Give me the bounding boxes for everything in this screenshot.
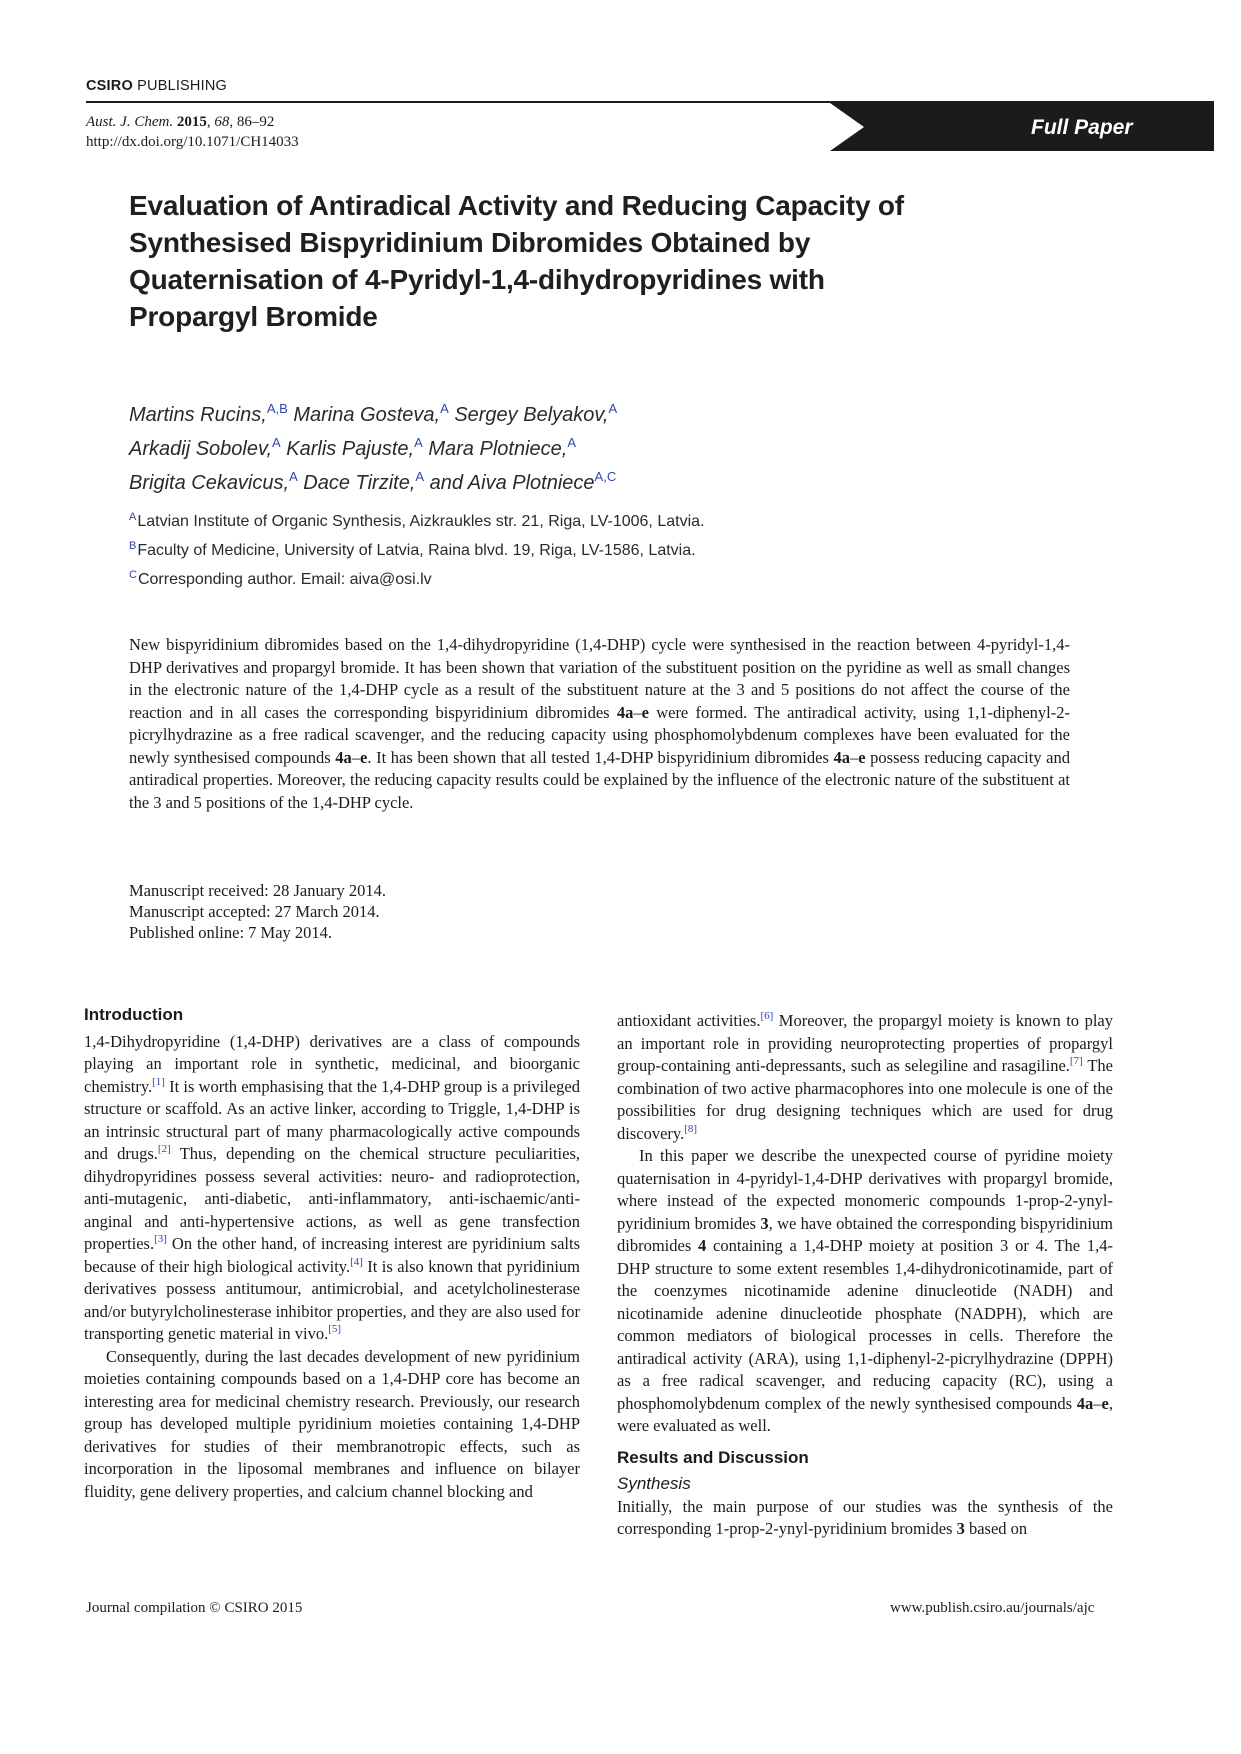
citation-ref[interactable]: [6]: [760, 1010, 774, 1022]
citation-ref[interactable]: [2]: [157, 1143, 171, 1155]
journal-name: Aust. J. Chem.: [86, 114, 174, 130]
footer-url[interactable]: www.publish.csiro.au/journals/ajc: [890, 1600, 1095, 1616]
published-date: Published online: 7 May 2014.: [129, 923, 333, 942]
author: Dace Tirzite,$^A$: [303, 469, 425, 494]
left-column: [84, 1004, 580, 1503]
affiliations: [129, 505, 829, 592]
pages: , 86–92: [229, 114, 275, 130]
footer-copyright: Journal compilation © CSIRO 2015: [86, 1600, 303, 1616]
author: Karlis Pajuste,$^A$: [286, 435, 423, 460]
citation-ref[interactable]: [5]: [328, 1323, 342, 1335]
affiliation: $^B$Faculty of Medicine, University of Latvia, Raina blvd. 19, Riga, LV-1586, Latvia.: [129, 540, 696, 559]
citation-ref[interactable]: [8]: [684, 1122, 698, 1135]
body-paragraph: antioxidant activities.[6] Moreover, the propargyl moiety is known to play an important role in providing neuroprotecting properties of propargyl group-containing anti-depressants, such as selegiline and rasagiline.[7] The combination of two active pharmacophores into one molecule is one of the possibilities for drug designing techniques which are used for drug discovery.[8]: [617, 1010, 1113, 1143]
intro-paragraph: Consequently, during the last decades development of new pyridinium moieties containing compounds based on a 1,4-DHP core has become an interesting area for medicinal chemistry research. Previously, our research group has developed multiple pyridinium moieties containing 1,4-DHP derivatives for studies of their membranotropic effects, such as incorporation in the liposomal membranes and influence on bilayer fluidity, gene delivery properties, and calcium channel blocking and: [84, 1346, 580, 1501]
article-type-banner: [830, 103, 1214, 151]
author: Sergey Belyakov,$^A$: [454, 401, 618, 426]
citation: Aust. J. Chem. 2015, 68, 86–92 http://dx.doi.org/10.1071/CH14033: [86, 114, 299, 150]
publisher-bold: CSIRO: [86, 78, 133, 94]
synthesis-subheading: Synthesis: [617, 1474, 691, 1493]
introduction-heading: Introduction: [84, 1005, 184, 1024]
author: Arkadij Sobolev,$^A$: [129, 435, 281, 460]
manuscript-dates: [129, 880, 386, 943]
affiliation: $^C$Corresponding author. Email: aiva@osi.lv: [129, 569, 432, 588]
received-date: Manuscript received: 28 January 2014.: [129, 881, 387, 900]
doi-link[interactable]: http://dx.doi.org/10.1071/CH14033: [86, 134, 299, 150]
citation-ref[interactable]: [7]: [1069, 1055, 1083, 1067]
citation-ref[interactable]: [1]: [152, 1075, 165, 1088]
right-column: [617, 1010, 1113, 1541]
affiliation: $^A$Latvian Institute of Organic Synthesis, Aizkraukles str. 21, Riga, LV-1006, Latvia.: [129, 511, 705, 530]
author: Mara Plotniece,$^A$: [428, 435, 576, 460]
accepted-date: Manuscript accepted: 27 March 2014.: [129, 902, 380, 921]
author: Martins Rucins,$^{A,B}$: [129, 401, 288, 426]
year: 2015: [176, 114, 207, 130]
author: and Aiva Plotniece$^{A,C}$: [429, 469, 617, 494]
author: Marina Gosteva,$^A$: [293, 401, 449, 426]
author: Brigita Cekavicus,$^A$: [129, 469, 298, 494]
publisher-rest: PUBLISHING: [132, 78, 227, 94]
citation-ref[interactable]: [3]: [154, 1233, 167, 1245]
citation-ref[interactable]: [4]: [350, 1255, 363, 1268]
body-paragraph: In this paper we describe the unexpected course of pyridine moiety quaternisation in 4-pyridyl-1,4-DHP derivatives with propargyl bromide, where instead of the expected monomeric compounds 1-prop-2-ynyl-pyridinium bromides 3, we have obtained the corresponding bispyridinium dibromides 4 containing a 1,4-DHP moiety at position 3 or 4. The 1,4-DHP structure to some extent resembles 1,4-dihydronicotinamide, part of the coenzymes nicotinamide adenine dinucleotide (NADH) and nicotinamide adenine dinucleotide phosphate (NADPH), which are common mediators of biological processes in cells. Therefore the antiradical activity (ARA), using 1,1-diphenyl-2-picrylhydrazine (DPPH) as a free radical scavenger, and reducing capacity (RC), using a phosphomolybdenum complex of the newly synthesised compounds 4a–e, were evaluated as well.: [617, 1146, 1113, 1435]
abstract: New bispyridinium dibromides based on the 1,4-dihydropyridine (1,4-DHP) cycle were synthesised in the reaction between 4-pyridyl-1,4-DHP derivatives and propargyl bromide. It has been shown that variation of the substituent position on the pyridine as well as small changes in the electronic nature of the 1,4-DHP cycle as a result of the substituent nature at the 3 and 5 positions do not affect the course of the reaction and in all cases the corresponding bispyridinium dibromides 4a–e were formed. The antiradical activity, using 1,1-diphenyl-2-picrylhydrazine as a free radical scavenger, and the reducing capacity using phosphomolybdenum complexes have been evaluated for the newly synthesised compounds 4a–e. It has been shown that all tested 1,4-DHP bispyridinium dibromides 4a–e possess reducing capacity and antiradical properties. Moreover, the reducing capacity results could be explained by the influence of the electronic nature of the substituent at the 3 and 5 positions of the 1,4-DHP cycle.: [129, 635, 1071, 812]
author-list: [129, 395, 829, 497]
volume: 68: [214, 114, 230, 130]
publisher-name: [86, 78, 227, 94]
intro-paragraph: 1,4-Dihydropyridine (1,4-DHP) derivatives are a class of compounds playing an important role in synthetic, medicinal, and bioorganic chemistry.[1] It is worth emphasising that the 1,4-DHP group is a privileged structure or scaffold. As an active linker, according to Triggle, 1,4-DHP is an intrinsic structural part of many pharmacologically active compounds and drugs.[2] Thus, depending on the chemical structure peculiarities, dihydropyridines possess several activities: neuro- and radioprotection, anti-mutagenic, anti-diabetic, anti-inflammatory, anti-ischaemic/anti-anginal and anti-hypertensive actions, as well as gene transfection properties.[3] On the other hand, of increasing interest are pyridinium salts because of their high biological activity.[4] It is also known that pyridinium derivatives possess antitumour, antimicrobial, and acetylcholinesterase and/or butyrylcholinesterase inhibitor properties, and they are also used for transporting genetic material in vivo.[5]: [84, 1031, 580, 1343]
results-heading: Results and Discussion: [617, 1447, 809, 1467]
paper-title: Evaluation of Antiradical Activity and Reducing Capacity of Synthesised Bispyridinium Dibromides Obtained by Quaternisation of 4-Pyridyl-1,4-dihydropyridines with Propargyl Bromide: [129, 190, 904, 332]
article-type-label: Full Paper: [1031, 116, 1133, 139]
body-paragraph: Initially, the main purpose of our studies was the synthesis of the corresponding 1-prop-2-ynyl-pyridinium bromides 3 based on: [617, 1496, 1113, 1538]
